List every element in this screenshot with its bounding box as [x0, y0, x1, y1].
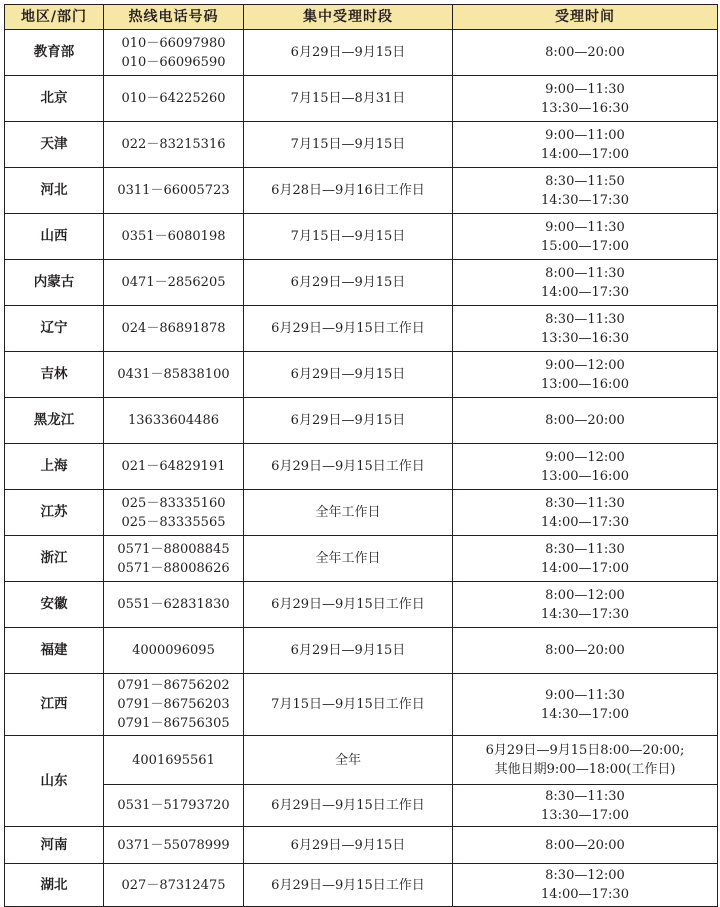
- hours-line: 8:30—11:30: [545, 541, 625, 557]
- period-cell: 6月29日—9月15日: [244, 260, 453, 306]
- hours-line: 8:00—20:00: [545, 413, 625, 428]
- phone-cell: [104, 76, 244, 122]
- table-row: [5, 168, 718, 214]
- hours-line: 9:00—11:00: [545, 127, 625, 143]
- table-row: [5, 398, 718, 444]
- period-cell: 6月28日—9月16日工作日: [244, 168, 453, 214]
- phone-number: 0351－6080198: [121, 229, 226, 244]
- phone-number: 0531－51793720: [117, 798, 230, 813]
- period-cell: 6月29日—9月15日: [244, 352, 453, 398]
- phone-cell: [104, 864, 244, 907]
- table-row: [5, 444, 718, 490]
- header-phone: 热线电话号码: [104, 5, 244, 30]
- table-row: [5, 30, 718, 76]
- hours-line: 8:30—12:00: [545, 868, 625, 883]
- region-cell: 山东: [5, 736, 104, 827]
- period-cell: 7月15日—9月15日: [244, 214, 453, 260]
- hours-cell: [453, 582, 718, 628]
- hours-cell: [453, 306, 718, 352]
- hours-line: 8:00—20:00: [545, 643, 625, 658]
- hours-line: 8:00—12:00: [545, 587, 625, 603]
- phone-number: 022－83215316: [121, 137, 226, 152]
- hours-cell: [453, 736, 718, 785]
- period-cell: 6月29日—9月15日工作日: [244, 864, 453, 907]
- region-cell: 山西: [5, 214, 104, 260]
- hours-line: 9:00—11:30: [545, 687, 625, 703]
- hours-line: 14:30—17:30: [541, 192, 629, 208]
- period-cell: 6月29日—9月15日: [244, 827, 453, 864]
- period-cell: 6月29日—9月15日工作日: [244, 444, 453, 490]
- hours-line: 14:00—17:30: [541, 887, 629, 902]
- table-row: [5, 536, 718, 582]
- phone-cell: [104, 352, 244, 398]
- hours-line: 8:30—11:30: [545, 788, 625, 804]
- period-cell: 全年工作日: [244, 490, 453, 536]
- hours-line: 9:00—12:00: [545, 449, 625, 465]
- region-cell: 福建: [5, 628, 104, 674]
- phone-cell: [104, 398, 244, 444]
- phone-number: 0791－86756202: [117, 678, 230, 693]
- phone-number: 0791－86756203: [117, 697, 230, 712]
- header-hours: 受理时间: [453, 5, 718, 30]
- hours-line: 14:30—17:30: [541, 606, 629, 622]
- region-cell: 吉林: [5, 352, 104, 398]
- phone-number: 024－86891878: [121, 321, 226, 336]
- phone-number: 0791－86756305: [117, 716, 230, 731]
- hours-cell: [453, 352, 718, 398]
- hours-line: 8:00—20:00: [545, 45, 625, 60]
- phone-cell: [104, 260, 244, 306]
- period-cell: 6月29日—9月15日: [244, 398, 453, 444]
- region-cell: 河北: [5, 168, 104, 214]
- hours-cell: [453, 536, 718, 582]
- region-cell: 湖北: [5, 864, 104, 907]
- hours-cell: [453, 444, 718, 490]
- hours-line: 13:30—16:30: [541, 330, 629, 346]
- hours-line: 13:00—16:00: [541, 376, 629, 392]
- phone-cell: [104, 736, 244, 785]
- phone-number: 4001695561: [132, 752, 215, 768]
- region-cell: 上海: [5, 444, 104, 490]
- hours-line: 14:30—17:00: [541, 706, 629, 722]
- hours-cell: [453, 398, 718, 444]
- phone-cell: [104, 168, 244, 214]
- hours-line: 8:30—11:30: [545, 495, 625, 511]
- region-cell: 天津: [5, 122, 104, 168]
- phone-cell: [104, 827, 244, 864]
- table-row: [5, 674, 718, 736]
- hours-line: 其他日期9:00—18:00(工作日): [494, 762, 676, 777]
- phone-number: 0551－62831830: [117, 597, 230, 612]
- phone-number: 0571－88008626: [117, 560, 230, 576]
- hours-cell: [453, 76, 718, 122]
- period-cell: 7月15日—8月31日: [244, 76, 453, 122]
- hotline-table: [4, 4, 718, 907]
- phone-number: 4000096095: [132, 643, 215, 658]
- hours-line: 9:00—12:00: [545, 357, 625, 373]
- table-row: [5, 827, 718, 864]
- hours-line: 8:30—11:50: [545, 173, 625, 189]
- period-cell: 6月29日—9月15日: [244, 30, 453, 76]
- hours-line: 14:00—17:30: [541, 514, 629, 530]
- table-row: [5, 76, 718, 122]
- phone-number: 021－64829191: [121, 459, 226, 474]
- phone-number: 010－66096590: [121, 54, 226, 70]
- hours-line: 14:00—17:00: [541, 560, 629, 576]
- phone-number: 010－66097980: [121, 35, 226, 51]
- table-body: [5, 30, 718, 907]
- table-row: [5, 864, 718, 907]
- phone-number: 027－87312475: [121, 877, 226, 893]
- region-cell: 黑龙江: [5, 398, 104, 444]
- phone-number: 0471－2856205: [121, 275, 226, 290]
- hours-cell: [453, 785, 718, 827]
- period-cell: 7月15日—9月15日: [244, 122, 453, 168]
- region-cell: 安徽: [5, 582, 104, 628]
- header-period: 集中受理时段: [244, 5, 453, 30]
- hours-line: 13:30—16:30: [541, 100, 629, 116]
- table-row: [5, 122, 718, 168]
- hours-cell: [453, 214, 718, 260]
- period-cell: 6月29日—9月15日工作日: [244, 785, 453, 827]
- phone-number: 0311－66005723: [117, 183, 230, 198]
- phone-cell: [104, 306, 244, 352]
- period-cell: 6月29日—9月15日工作日: [244, 306, 453, 352]
- hours-line: 9:00—11:30: [545, 219, 625, 235]
- region-cell: 江苏: [5, 490, 104, 536]
- phone-cell: [104, 536, 244, 582]
- region-cell: 教育部: [5, 30, 104, 76]
- phone-number: 0371－55078999: [117, 837, 230, 853]
- header-region: 地区/部门: [5, 5, 104, 30]
- table-row: [5, 306, 718, 352]
- phone-cell: [104, 490, 244, 536]
- table-row: [5, 352, 718, 398]
- hours-cell: [453, 674, 718, 736]
- phone-number: 010－64225260: [121, 91, 226, 106]
- region-cell: 江西: [5, 674, 104, 736]
- hours-line: 8:30—11:30: [545, 311, 625, 327]
- region-cell: 浙江: [5, 536, 104, 582]
- region-cell: 河南: [5, 827, 104, 864]
- phone-cell: [104, 674, 244, 736]
- phone-number: 0431－85838100: [117, 367, 230, 382]
- hours-line: 9:00—11:30: [545, 81, 625, 97]
- period-cell: 6月29日—9月15日工作日: [244, 582, 453, 628]
- period-cell: 7月15日—9月15日工作日: [244, 674, 453, 736]
- phone-cell: [104, 628, 244, 674]
- phone-cell: [104, 214, 244, 260]
- period-cell: 全年工作日: [244, 536, 453, 582]
- hours-cell: [453, 122, 718, 168]
- table-row: [5, 260, 718, 306]
- hours-line: 13:30—17:00: [541, 807, 629, 823]
- table-row: [5, 736, 718, 785]
- table-row: [5, 785, 718, 827]
- region-cell: 北京: [5, 76, 104, 122]
- phone-cell: [104, 582, 244, 628]
- period-cell: 6月29日—9月15日: [244, 628, 453, 674]
- region-cell: 内蒙古: [5, 260, 104, 306]
- phone-cell: [104, 30, 244, 76]
- phone-number: 025－83335565: [121, 514, 226, 530]
- hours-cell: [453, 260, 718, 306]
- table-row: [5, 628, 718, 674]
- phone-number: 13633604486: [128, 413, 219, 428]
- hours-cell: [453, 30, 718, 76]
- header-row: [5, 5, 718, 30]
- hours-cell: [453, 490, 718, 536]
- phone-cell: [104, 122, 244, 168]
- hours-cell: [453, 827, 718, 864]
- region-cell: 辽宁: [5, 306, 104, 352]
- hours-line: 14:00—17:00: [541, 146, 629, 162]
- table-row: [5, 490, 718, 536]
- hours-line: 14:00—17:30: [541, 284, 629, 300]
- phone-number: 0571－88008845: [117, 541, 230, 557]
- hours-line: 8:00—11:30: [545, 265, 625, 281]
- hours-cell: [453, 628, 718, 674]
- hours-line: 6月29日—9月15日8:00—20:00;: [485, 743, 685, 758]
- phone-number: 025－83335160: [121, 495, 226, 511]
- table-row: [5, 214, 718, 260]
- hours-line: 8:00—20:00: [545, 837, 625, 853]
- phone-cell: [104, 444, 244, 490]
- period-cell: 全年: [244, 736, 453, 785]
- hours-line: 13:00—16:00: [541, 468, 629, 484]
- table-row: [5, 582, 718, 628]
- hours-cell: [453, 864, 718, 907]
- phone-cell: [104, 785, 244, 827]
- hours-line: 15:00—17:00: [541, 238, 629, 254]
- hours-cell: [453, 168, 718, 214]
